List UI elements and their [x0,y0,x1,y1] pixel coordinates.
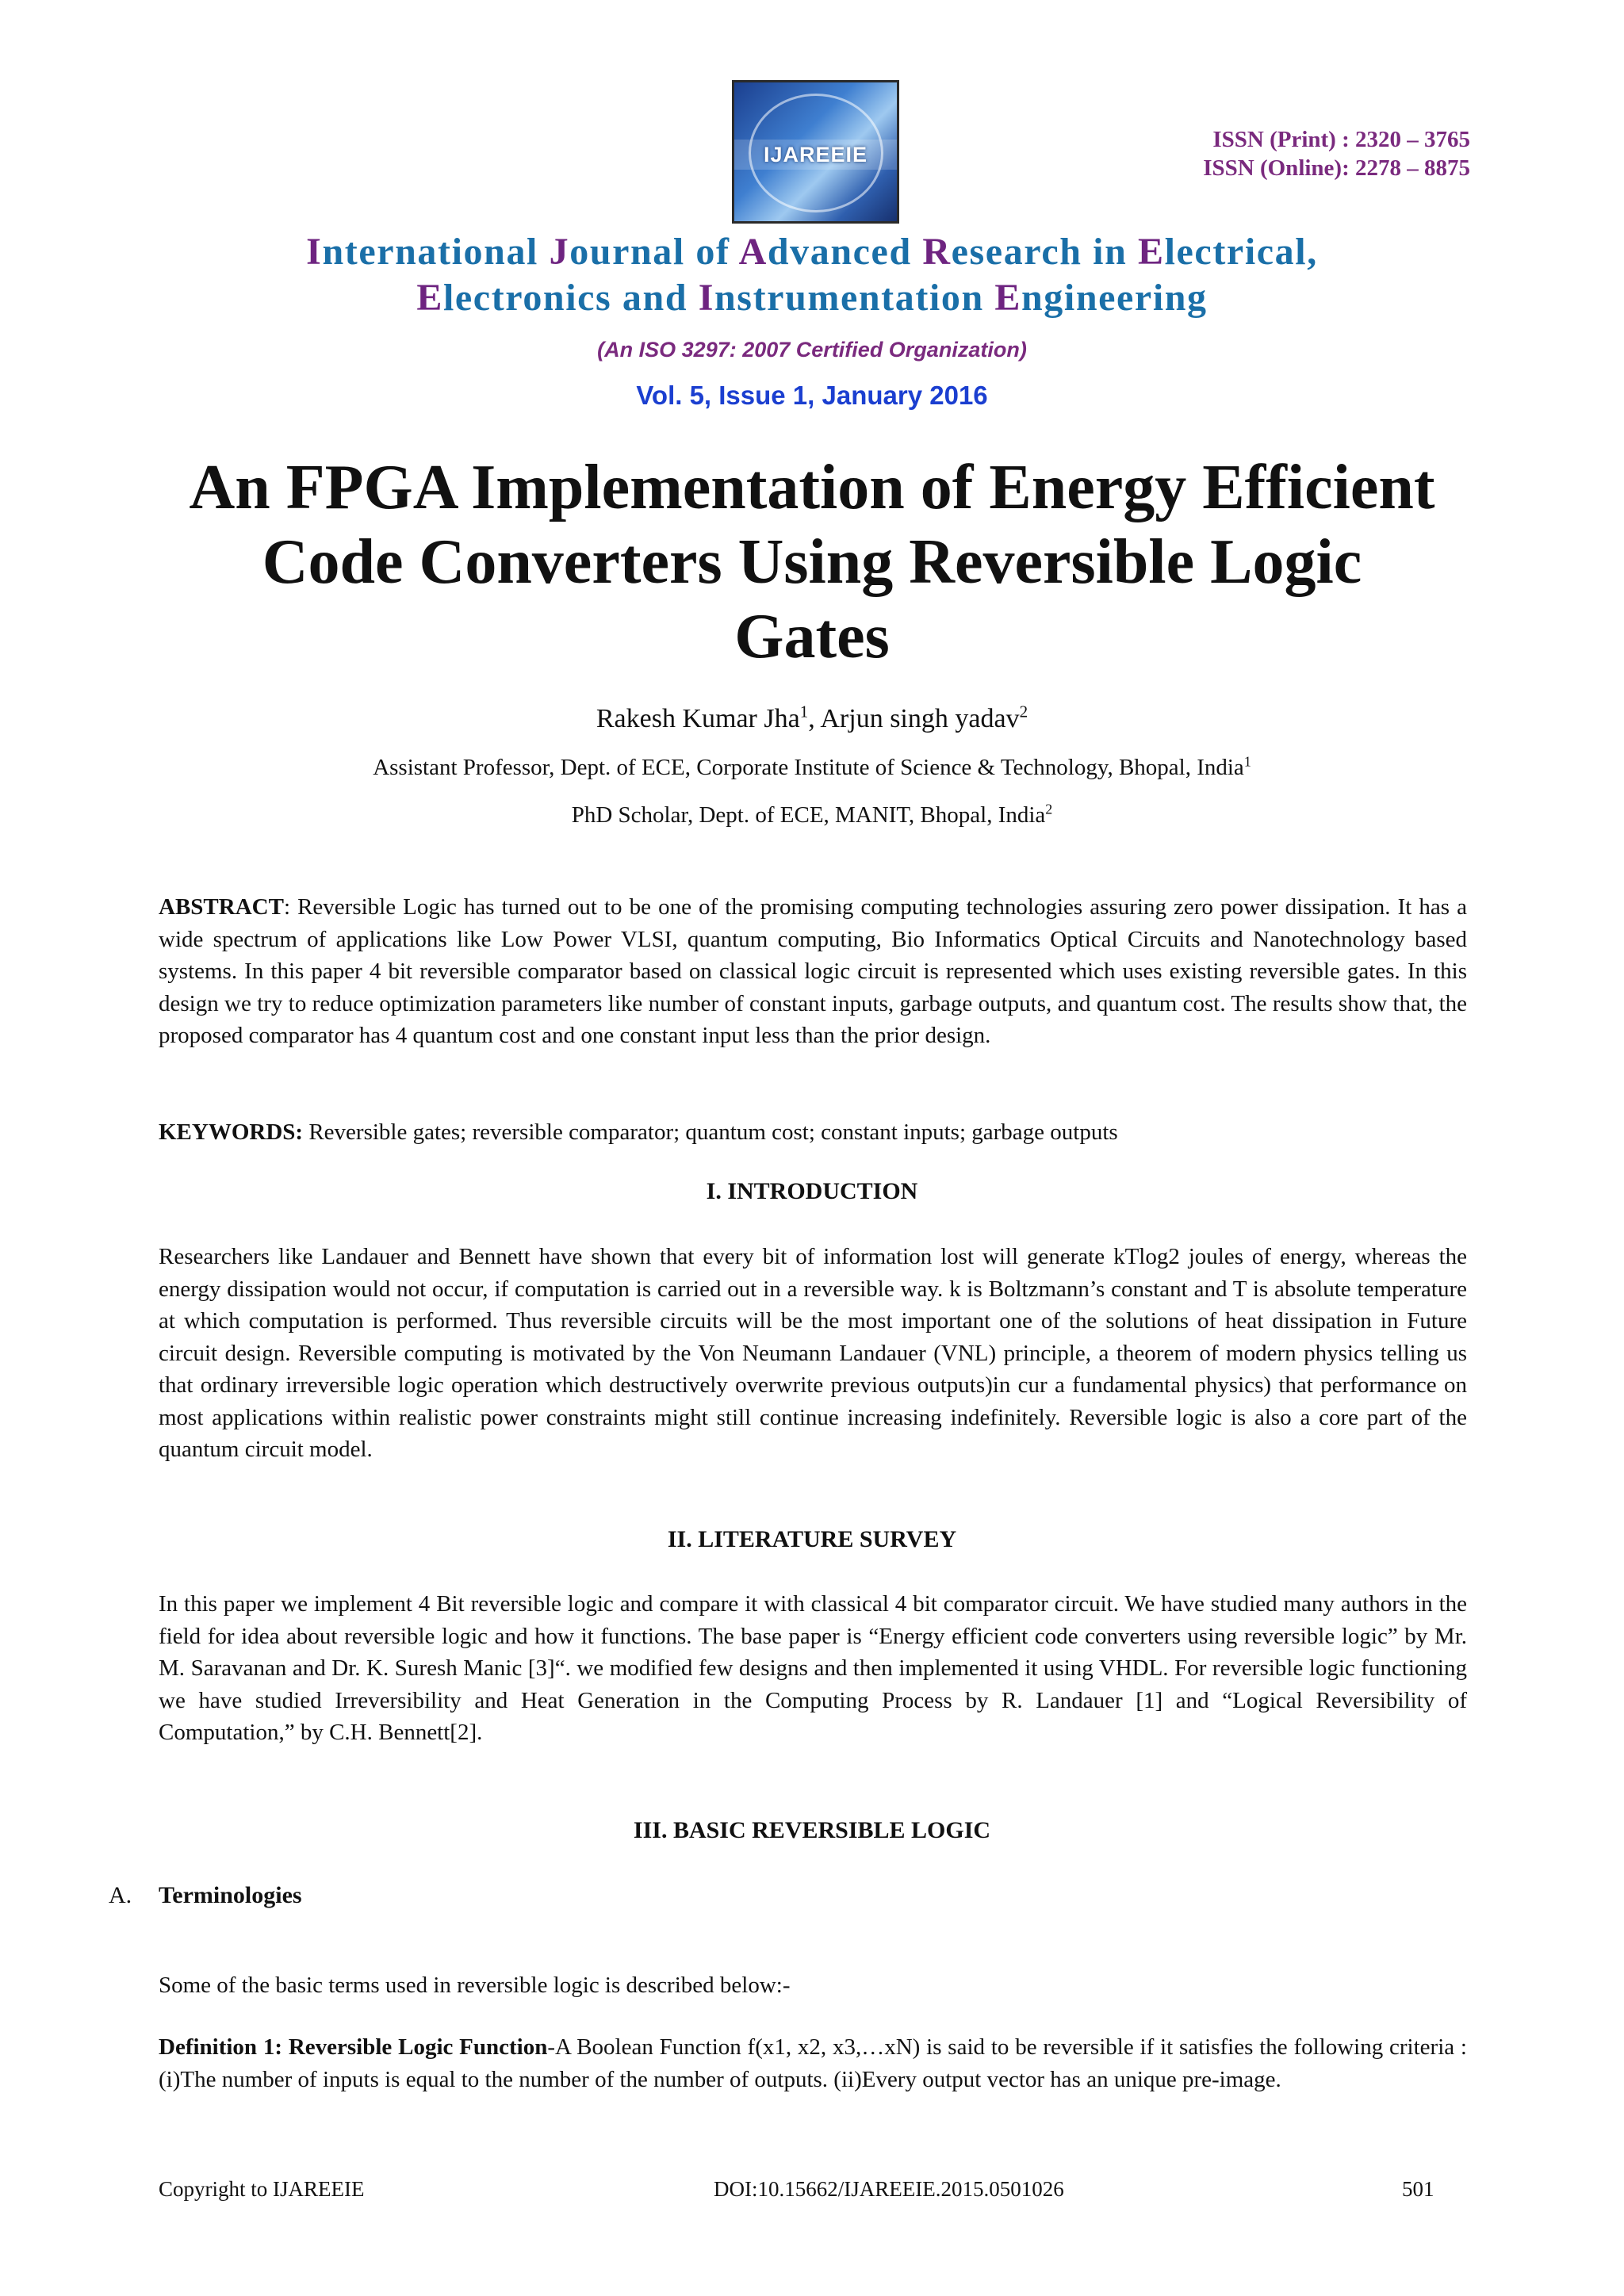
author-name: Rakesh Kumar Jha [596,704,800,733]
journal-title-line1 [0,230,1624,274]
subsection-terminologies [109,1882,302,1909]
definition-label: Definition 1: Reversible Logic Function [159,2034,548,2060]
paper-title [119,450,1505,674]
definition-text: -A Boolean Function f(x1, x2, x3,…xN) is said to be reversible if it satisfies the following criteria : (i)The number of inputs is equal to the number of the number of outputs. (ii)Every output vector has an unique pre-image. [159,2034,1467,2092]
journal-word: Engineering [994,277,1208,319]
affiliation-2: PhD Scholar, Dept. of ECE, MANIT, Bhopal, India$^2$ [571,801,1053,828]
journal-word: Electrical, [1137,231,1318,273]
keywords-text: Reversible gates; reversible comparator; quantum cost; constant inputs; garbage outputs [303,1119,1118,1145]
keywords [159,1116,1467,1149]
title-line: Code Converters Using Reversible Logic [262,527,1362,597]
terminologies-intro: Some of the basic terms used in reversible logic is described below:- [159,1973,791,1998]
subsection-number: A. [109,1882,132,1908]
journal-word: Electronics and [416,277,699,319]
abstract [159,891,1467,1052]
journal-word: Journal of [549,231,739,273]
definition-1 [159,2031,1467,2095]
author-superscript: 2 [1019,702,1028,721]
section-heading-basic-reversible-logic: III. BASIC REVERSIBLE LOGIC [633,1817,991,1843]
journal-word: Advanced [738,231,923,273]
section-heading-literature-survey: II. LITERATURE SURVEY [667,1526,957,1552]
literature-survey-text: In this paper we implement 4 Bit reversible logic and compare it with classical 4 bit comparator circuit. We have studied many authors in the field for idea about reversible logic and how it functions. The base paper is “Energy efficient code converters using reversible logic” by Mr. M. Saravanan and Dr. K. Suresh Manic [3]“. we modified few designs and then implemented it using VHDL. For reversible logic functioning we have studied Irreversibility and Heat Generation in the Computing Process by R. Landauer [1] and “Logical Reversibility of Computation,” by C.H. Bennett[2]. [159,1591,1467,1745]
footer-doi: DOI:10.15662/IJAREEIE.2015.0501026 [714,2177,1064,2201]
journal-title-line2 [0,276,1624,320]
author-name: Arjun singh yadav [820,704,1020,733]
author-superscript: 1 [799,702,809,721]
abstract-text: : Reversible Logic has turned out to be one of the promising computing technologies assuring zero power dissipation. It has a wide spectrum of applications like Low Power VLSI, quantum computing, Bio Informatics Optical Circuits and Nanotechnology based systems. In this paper 4 bit reversible comparator based on classical logic circuit is represented which uses existing reversible gates. In this design we try to reduce optimization parameters like number of constant inputs, garbage outputs, and quantum cost. The results show that, the proposed comparator has 4 quantum cost and one constant input less than the prior design. [159,894,1467,1048]
title-line: Gates [734,602,890,672]
logo-text: IJAREEIE [763,143,868,166]
volume-issue: Vol. 5, Issue 1, January 2016 [636,381,988,410]
affiliation-1: Assistant Professor, Dept. of ECE, Corporate Institute of Science & Technology, Bhopal, India$^1$ [373,753,1251,780]
keywords-label: KEYWORDS: [159,1119,304,1145]
authors: Rakesh Kumar Jha$^1$, Arjun singh yadav$^2$ [596,702,1028,733]
section-heading-introduction: I. INTRODUCTION [706,1178,918,1204]
journal-word: Instrumentation [698,277,995,319]
footer-page-number: 501 [1402,2177,1434,2201]
subsection-title: Terminologies [159,1882,302,1908]
journal-word: International [306,231,550,273]
journal-logo [732,80,899,224]
title-line: An FPGA Implementation of Energy Efficient [189,453,1435,522]
iso-certification: (An ISO 3297: 2007 Certified Organization) [597,338,1027,362]
issn-print: ISSN (Print) : 2320 – 3765 [1212,127,1470,152]
journal-word: Research in [922,231,1138,273]
abstract-label: ABSTRACT [159,894,284,920]
introduction-text: Researchers like Landauer and Bennett have shown that every bit of information lost will generate kTlog2 joules of energy, whereas the energy dissipation would not occur, if computation is carried out in a reversible way. k is Boltzmann’s constant and T is absolute temperature at which computation is performed. Thus reversible circuits will be the most important one of the solutions of heat dissipation in Future circuit design. Reversible computing is motivated by the Von Neumann Landauer (VNL) principle, a theorem of modern physics telling us that ordinary irreversible logic operation which destructively overwrite previous outputs)in cur a fundamental physics) that performance on most applications within realistic power constraints might still continue increasing indefinitely. Reversible logic is also a core part of the quantum circuit model. [159,1244,1467,1462]
footer-copyright: Copyright to IJAREEIE [159,2177,365,2201]
issn-online: ISSN (Online): 2278 – 8875 [1203,155,1470,181]
